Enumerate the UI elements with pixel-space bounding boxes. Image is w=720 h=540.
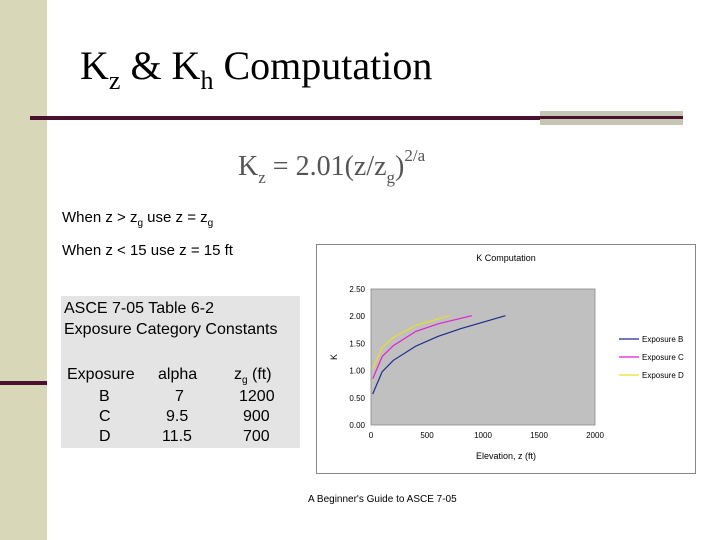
- x-tick-label: 1000: [474, 431, 492, 440]
- row-c-alpha: 9.5: [166, 408, 189, 425]
- y-tick-label: 2.00: [349, 312, 365, 322]
- row-c-exposure: C: [99, 408, 111, 425]
- legend-label: Exposure B: [642, 335, 684, 344]
- x-tick-label: 2000: [586, 431, 604, 440]
- footer-text: A Beginner's Guide to ASCE 7-05: [308, 494, 457, 505]
- table-title: ASCE 7-05 Table 6-2: [64, 300, 215, 317]
- x-axis-label: Elevation, z (ft): [475, 451, 537, 461]
- x-tick-label: 500: [420, 431, 434, 440]
- y-axis-label: K: [329, 353, 339, 361]
- left-accent-bar: [0, 0, 47, 540]
- y-tick-label: 0.00: [349, 421, 365, 430]
- y-tick-label: 1.00: [349, 366, 365, 376]
- row-b-zg: 1200: [239, 388, 275, 405]
- row-b-exposure: B: [99, 388, 110, 405]
- header-exposure: Exposure: [67, 366, 135, 383]
- kz-formula: $K_z = 2.01(z/z_g)^{2/a}$: [238, 146, 426, 187]
- row-c-zg: 900: [243, 408, 270, 425]
- chart-title: K Computation: [476, 253, 536, 263]
- chart-legend: [619, 335, 684, 380]
- y-tick-label: 2.50: [349, 285, 365, 294]
- row-b-alpha: 7: [175, 388, 184, 405]
- row-d-exposure: D: [99, 428, 111, 445]
- slide-title: $K_z$ & $K_h$ Computation: [80, 43, 433, 95]
- legend-label: Exposure C: [642, 353, 684, 362]
- header-zg: $z_g$ (ft): [234, 366, 272, 386]
- x-tick-label: 0: [368, 431, 374, 440]
- legend-label: Exposure D: [642, 371, 684, 380]
- left-accent-tick: [0, 381, 47, 385]
- table-subtitle: Exposure Category Constants: [64, 321, 278, 338]
- x-tick-label: 1500: [530, 431, 548, 440]
- row-d-zg: 700: [243, 428, 270, 445]
- title-divider-accent-line: [540, 116, 683, 119]
- exposure-constants-table: [61, 296, 300, 448]
- y-tick-label: 1.50: [349, 339, 365, 349]
- row-d-alpha: 11.5: [162, 428, 192, 445]
- title-divider: [30, 116, 540, 120]
- plot-area: [371, 289, 595, 425]
- y-tick-label: 0.50: [349, 393, 365, 403]
- rule-upper-limit: When $z > z_g$ use $z = z_g$: [62, 209, 214, 229]
- y-tick-labels: [349, 285, 365, 430]
- k-computation-chart: [316, 244, 696, 474]
- header-alpha: alpha: [158, 366, 198, 383]
- rule-lower-limit: When z < 15 use z = 15 ft: [62, 242, 233, 259]
- chart-svg: [317, 245, 695, 473]
- x-tick-labels: [369, 431, 605, 440]
